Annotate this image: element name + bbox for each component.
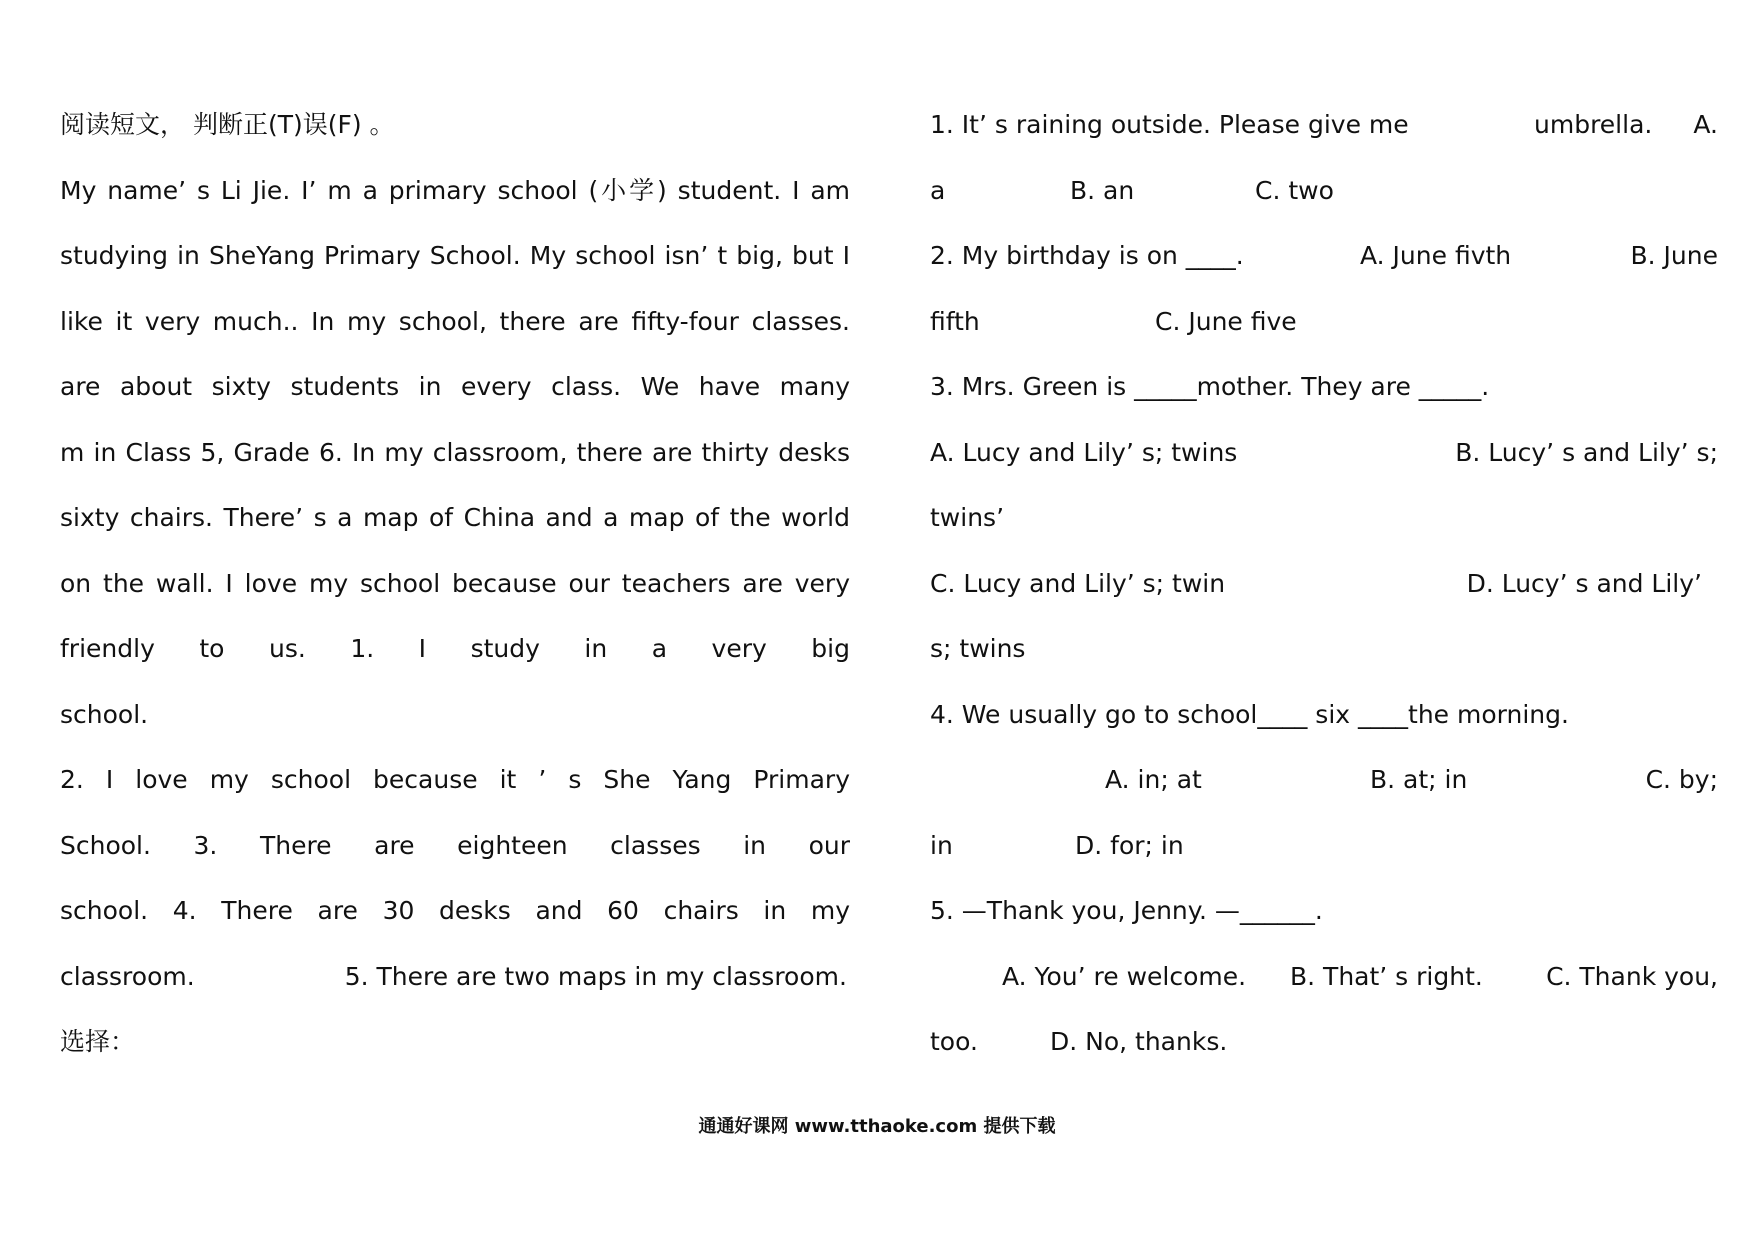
q4-option-c-cont: in [930, 830, 953, 860]
tf-question-line: 2. I love my school because it ’ s She Yang Primary [60, 765, 850, 794]
section-heading: 阅读短文， 判断正(T)误(F) 。 [60, 110, 395, 139]
q3-option-d: D. Lucy’ s and Lily’ [1466, 568, 1702, 598]
q4-line [930, 747, 1718, 813]
q3-line [930, 420, 1718, 486]
q1-option-a-label: A. [1693, 110, 1718, 139]
q4-option-b: B. at; in [1370, 765, 1468, 794]
tf-question-line: friendly to us. 1. I study in a very big [60, 634, 850, 663]
passage-line: My name’ s Li Jie. I’ m a primary school (小学) student. I am [60, 175, 850, 205]
footer-credit: 通通好课网 www.tthaoke.com 提供下载 [698, 1116, 1056, 1137]
q2-option-a: A. June fivth [1360, 241, 1512, 270]
q1-option-a: a [930, 175, 946, 205]
q3-line [930, 551, 1718, 617]
q2-option-c: C. June five [1155, 306, 1297, 336]
tf-question-line: school. 4. There are 30 desks and 60 chairs in my [60, 896, 850, 925]
q2-option-b-cont: fifth [930, 306, 980, 336]
q5-option-a: A. You’ re welcome. [1002, 961, 1247, 991]
q5-option-c-cont: too. [930, 1027, 978, 1056]
tf-question-line [60, 944, 850, 1010]
passage-line: m in Class 5, Grade 6. In my classroom, there are thirty desks [60, 437, 850, 467]
q1-stem: 1. It’ s raining outside. Please give me [930, 110, 1409, 139]
tf-question-line: School. 3. There are eighteen classes in our [60, 830, 850, 860]
q2-line-cont [930, 289, 1718, 355]
q4-line-cont [930, 813, 1718, 879]
q2-line [930, 223, 1718, 289]
left-column [60, 92, 850, 1075]
q5-option-c: C. Thank you, [1546, 961, 1718, 991]
q2-option-b: B. June [1630, 241, 1718, 270]
q5-option-b: B. That’ s right. [1290, 961, 1483, 991]
q1-line [930, 92, 1718, 158]
q1-stem-end: umbrella. [1534, 110, 1653, 139]
q4-option-c: C. by; [1645, 765, 1718, 794]
q3-option-a: A. Lucy and Lily’ s; twins [930, 437, 1238, 467]
q2-stem: 2. My birthday is on ____. [930, 241, 1244, 270]
q5-option-d: D. No, thanks. [1050, 1027, 1228, 1056]
q1-option-b: B. an [1070, 175, 1135, 205]
q1-options [930, 158, 1718, 224]
q3-option-b: B. Lucy’ s and Lily’ s; [1455, 437, 1718, 467]
q3-option-d-cont: s; twins [930, 634, 1026, 663]
passage-line: sixty chairs. There’ s a map of China and a map of the world [60, 503, 850, 532]
q3-stem: 3. Mrs. Green is _____mother. They are _____. [930, 372, 1490, 401]
q5-line [930, 944, 1718, 1010]
q3-option-b-cont: twins’ [930, 503, 1005, 532]
passage-line: studying in SheYang Primary School. My school isn’ t big, but I [60, 241, 850, 270]
right-column [930, 92, 1718, 1075]
tf-question-line: school. [60, 699, 149, 729]
tf-line-part: classroom. [60, 961, 195, 991]
passage-line: on the wall. I love my school because our teachers are very [60, 568, 850, 598]
q5-line-cont [930, 1009, 1718, 1075]
q1-option-c: C. two [1255, 175, 1334, 205]
q3-option-c: C. Lucy and Lily’ s; twin [930, 568, 1226, 598]
choose-label: 选择： [60, 1027, 136, 1056]
q4-stem: 4. We usually go to school____ six ____the morning. [930, 699, 1569, 729]
q4-option-d: D. for; in [1075, 830, 1184, 860]
q4-option-a: A. in; at [1105, 765, 1202, 794]
q5-stem: 5. —Thank you, Jenny. —______. [930, 896, 1323, 925]
tf-line-part: 5. There are two maps in my classroom. [344, 961, 847, 991]
passage-line: like it very much.. In my school, there are fifty-four classes. [60, 306, 850, 336]
passage-line: are about sixty students in every class. We have many [60, 372, 850, 401]
